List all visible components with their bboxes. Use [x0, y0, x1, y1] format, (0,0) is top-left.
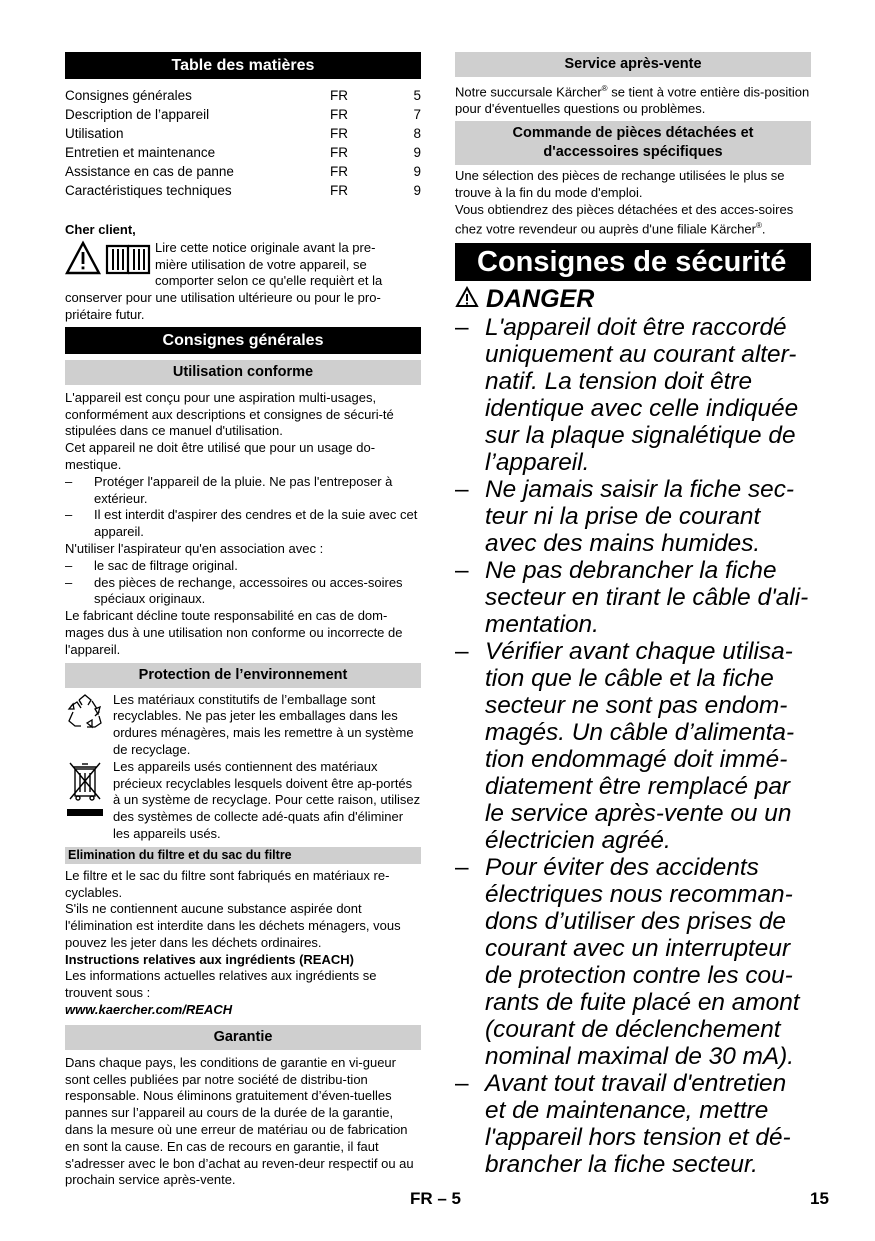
parts-title-line1: Commande de pièces détachées et — [512, 124, 754, 141]
service-text — [455, 81, 811, 118]
toc-row-page: 8 — [413, 126, 421, 141]
service-title: Service après-vente — [455, 52, 811, 77]
service-text-b: se tient à votre entière dis-position pour d'éventuelles questions ou problèmes. — [455, 84, 810, 117]
left-column — [65, 52, 421, 1189]
bullet-dash: – — [65, 473, 73, 489]
list-item — [65, 575, 421, 609]
safety-item-text: Ne jamais saisir la fiche sec-teur ni la prise de courant avec des mains humides. — [485, 476, 795, 558]
toc-row-lang: FR — [330, 164, 348, 179]
toc-row-title: Description de l’appareil — [65, 107, 210, 122]
bullet-dash: – — [65, 557, 73, 573]
toc-row-lang: FR — [330, 88, 348, 103]
intro-text-d: conserver pour une utilisation ultérieure ou pour le pro- — [65, 290, 381, 306]
toc-row-lang: FR — [330, 183, 348, 198]
environment-title: Protection de l’environnement — [65, 663, 421, 688]
general-title: Consignes générales — [65, 327, 421, 354]
safety-item-text: L'appareil doit être raccordé uniquement au courant alter-natif. La tension doit être identique avec celle indiquée sur la plaque signalétique de l’appareil. — [485, 314, 799, 477]
manual-book-icon — [107, 246, 149, 273]
recycle-text: Les matériaux constitutifs de l’emballage sont recyclables. Ne pas jeter les emballages dans les ordures ménagères, mais les remettre à un système de recyclage. — [113, 691, 414, 757]
reach-text: Les informations actuelles relatives aux ingrédients se trouvent sous : — [65, 968, 377, 1001]
toc-title: Table des matières — [65, 52, 421, 79]
bullet-dash: – — [455, 854, 469, 882]
bullet-dash: – — [455, 476, 469, 504]
list-item — [65, 507, 421, 541]
warranty-text: Dans chaque pays, les conditions de garantie en vi-gueur sont celles publiées par notre société de distribu-tion responsable. Nous éliminons gratuitement d’éven-tuelles pannes sur l’appareil au cours de la durée de la garantie, dans la mesure où une erreur de matériau ou de fabrication en sont la cause. En cas de recours en garantie, il faut s'adresser avec le bon d’achat au reven-deur respectif ou au prochain service après-vente. — [65, 1054, 414, 1188]
toc-list — [65, 86, 421, 200]
toc-row-title: Utilisation — [65, 126, 124, 141]
toc-row[interactable] — [65, 105, 421, 124]
warning-icon — [67, 243, 99, 273]
footer-page-number: 15 — [810, 1189, 829, 1208]
footer-section: FR – 5 — [410, 1189, 462, 1208]
bullet-dash: – — [455, 314, 469, 342]
bullet-dash: – — [455, 1070, 469, 1098]
right-column — [455, 52, 811, 1178]
intro-greeting: Cher client, — [65, 222, 136, 237]
parts-title-line2: d'accessoires spécifiques — [543, 143, 723, 160]
use-p3: N'utiliser l'aspirateur qu'en association avec : — [65, 540, 324, 556]
parts-title — [455, 121, 811, 165]
filter-p1: Le filtre et le sac du filtre sont fabriqués en matériaux re-cyclables. — [65, 867, 390, 900]
toc-row-page: 9 — [413, 183, 421, 198]
safety-title: Consignes de sécurité — [455, 243, 811, 281]
safety-item-text: Pour éviter des accidents électriques nous recomman-dons d’utiliser des prises de courant avec un interrupteur de protection contre les cou-rants de fuite placé en amont (courant de déclenchement nominal maximal de 30 mA). — [485, 854, 800, 1071]
intro-icons — [65, 240, 155, 290]
intro-block — [65, 240, 421, 290]
filter-title: Elimination du filtre et du sac du filtre — [65, 847, 421, 864]
danger-heading — [455, 284, 811, 314]
service-reg: ® — [601, 84, 608, 93]
intro-text-c: comporter selon ce qu'elle requièrt et la — [155, 273, 383, 289]
intro-text-a: Lire cette notice originale avant la pre- — [155, 239, 376, 255]
list-item-text: des pièces de rechange, accessoires ou acces-soires spéciaux originaux. — [94, 574, 403, 607]
toc-row-lang: FR — [330, 126, 348, 141]
parts-p2 — [455, 202, 811, 239]
bullet-dash: – — [65, 507, 73, 523]
parts-reg: ® — [755, 221, 762, 231]
recycle-icon — [65, 692, 113, 759]
safety-item — [455, 476, 811, 557]
bullet-dash: – — [455, 557, 469, 585]
safety-item-text: Vérifier avant chaque utilisa-tion que le câble et la fiche secteur ne sont pas endom-magés. Un câble d’alimenta-tion endommagé doit immé-diatement être remplacé par le service après-vente ou un électricien agréé. — [485, 638, 795, 855]
safety-item — [455, 854, 811, 1070]
toc-row[interactable] — [65, 86, 421, 105]
reach-title: Instructions relatives aux ingrédients (REACH) — [65, 951, 354, 967]
weee-block — [65, 759, 421, 843]
weee-text: Les appareils usés contiennent des matériaux précieux recyclables lesquels doivent être ap-portés à un système de recyclage. Pour cette raison, utilisez des systèmes de collecte adé-quats afin d'éliminer les appareils usés. — [113, 758, 421, 841]
recycle-block — [65, 692, 421, 759]
toc-row[interactable] — [65, 181, 421, 200]
list-item-text: Protéger l'appareil de la pluie. Ne pas l'entreposer à extérieur. — [94, 473, 393, 506]
safety-item — [455, 314, 811, 476]
toc-row-page: 5 — [413, 88, 421, 103]
bullet-dash: – — [65, 574, 73, 590]
toc-row-page: 9 — [413, 145, 421, 160]
service-text-a: Notre succursale Kärcher — [455, 84, 602, 100]
toc-row-title: Caractéristiques techniques — [65, 183, 232, 198]
danger-triangle-icon — [455, 286, 479, 308]
use-p1: L'appareil est conçu pour une aspiration multi-usages, conformément aux descriptions et consignes de sécuri-té stipulées dans ce manuel d'utilisation. — [65, 389, 394, 439]
toc-row[interactable] — [65, 124, 421, 143]
safety-item — [455, 557, 811, 638]
toc-row-page: 7 — [413, 107, 421, 122]
toc-row-page: 9 — [413, 164, 421, 179]
safety-item — [455, 638, 811, 854]
safety-item-text: Avant tout travail d'entretien et de maintenance, mettre l'appareil hors tension et dé-brancher la fiche secteur. — [485, 1070, 791, 1179]
parts-p2-text: Vous obtiendrez des pièces détachées et des acces-soires chez votre revendeur ou auprès d'une filiale Kärcher — [455, 201, 794, 237]
bullet-dash: – — [455, 638, 469, 666]
safety-item-text: Ne pas debrancher la fiche secteur en tirant le câble d'ali-mentation. — [485, 557, 809, 639]
intro-text-b: mière utilisation de votre appareil, se — [155, 256, 367, 272]
list-item — [65, 474, 421, 508]
safety-item — [455, 1070, 811, 1178]
crossed-bin-icon — [65, 759, 113, 843]
toc-row-title: Consignes générales — [65, 88, 192, 103]
toc-row-title: Assistance en cas de panne — [65, 164, 234, 179]
list-item-text: le sac de filtrage original. — [94, 557, 238, 573]
use-p2: Cet appareil ne doit être utilisé que pour un usage do-mestique. — [65, 440, 376, 472]
use-title: Utilisation conforme — [65, 360, 421, 385]
toc-row-lang: FR — [330, 107, 348, 122]
toc-row[interactable] — [65, 143, 421, 162]
list-item-text: Il est interdit d'aspirer des cendres et de la suie avec cet appareil. — [94, 507, 418, 540]
intro-text-e: priétaire futur. — [65, 306, 145, 322]
reach-link[interactable]: www.kaercher.com/REACH — [65, 1002, 233, 1018]
danger-label: DANGER — [485, 285, 595, 314]
parts-p1: Une sélection des pièces de rechange utilisées le plus se trouve à la fin du mode d'emploi. — [455, 167, 785, 200]
list-item — [65, 558, 421, 575]
toc-row-title: Entretien et maintenance — [65, 145, 216, 160]
parts-p2-end: . — [761, 221, 766, 237]
toc-row-lang: FR — [330, 145, 348, 160]
toc-row[interactable] — [65, 162, 421, 181]
warranty-title: Garantie — [65, 1025, 421, 1050]
use-p4: Le fabricant décline toute responsabilité en cas de dom-mages dus à une utilisation non conforme ou incorrecte de l'appareil. — [65, 608, 403, 657]
filter-p2: S'ils ne contiennent aucune substance aspirée dont l'élimination est interdite dans les déchets ménagers, vous pouvez les jeter dans les déchets ordinaires. — [65, 901, 401, 950]
